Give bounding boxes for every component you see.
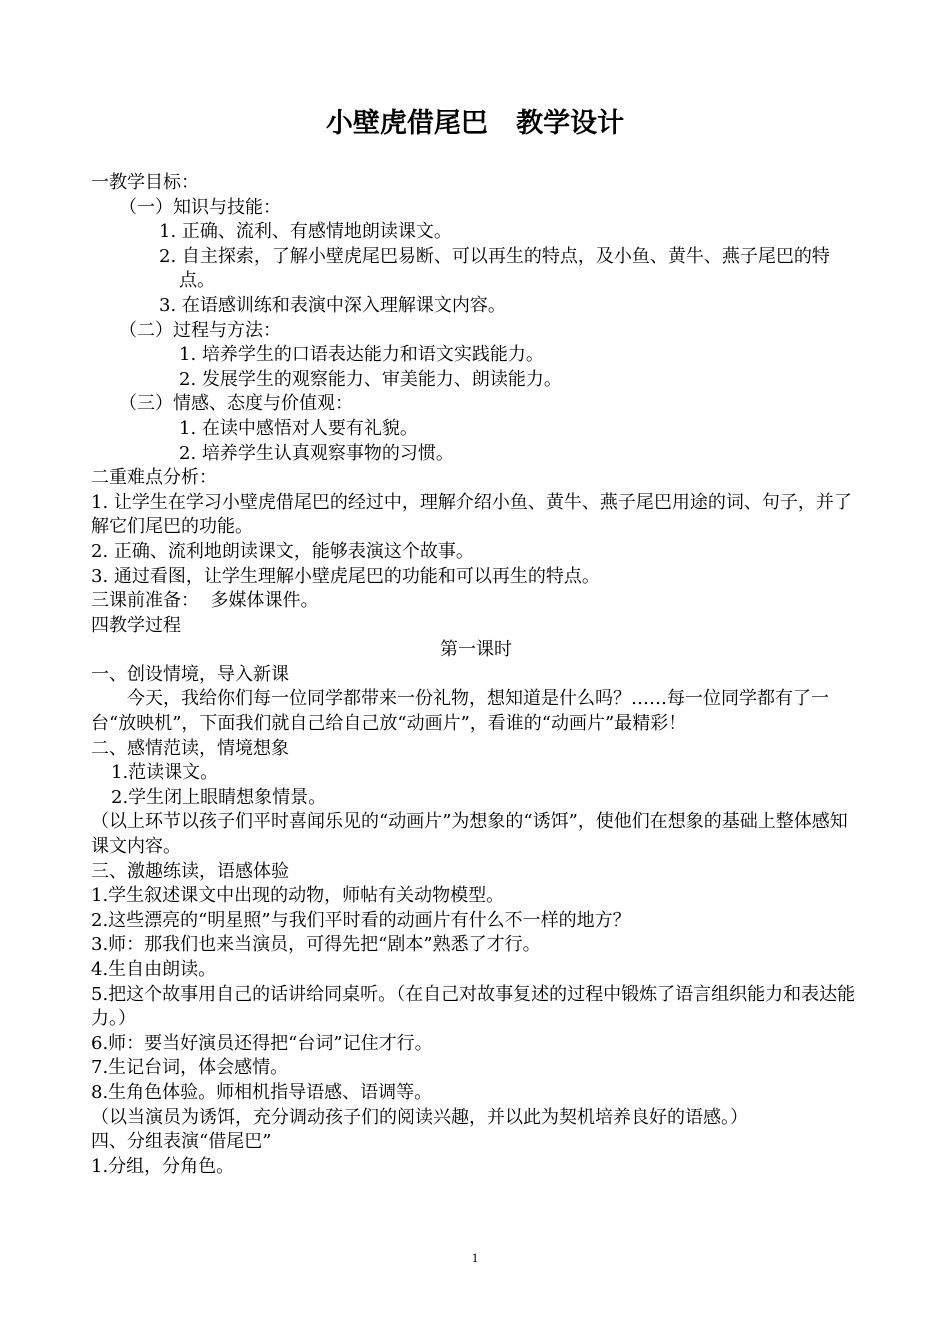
section-heading: 二重难点分析： xyxy=(91,467,217,489)
list-item: 3. 在语感训练和表演中深入理解课文内容。 xyxy=(159,294,506,316)
subsection-heading: （二）过程与方法： xyxy=(119,319,281,341)
list-item: 1.学生叙述课文中出现的动物，师帖有关动物模型。 xyxy=(91,885,505,907)
step-heading: 一、创设情境，导入新课 xyxy=(91,663,289,685)
list-item: 3.师：那我们也来当演员，可得先把“剧本”熟悉了才行。 xyxy=(91,934,541,956)
list-item: 8.生角色体验。师相机指导语感、语调等。 xyxy=(91,1081,433,1103)
list-item: 2. 自主探索，了解小壁虎尾巴易断、可以再生的特点，及小鱼、黄牛、燕子尾巴的特点。 xyxy=(159,245,830,292)
list-item: 2.这些漂亮的“明星照”与我们平时看的动画片有什么不一样的地方？ xyxy=(91,909,631,931)
paragraph: 今天，我给你们每一位同学都带来一份礼物，想知道是什么吗？……每一位同学都有了一台“放映机”，下面我们就自己给自己放“动画片”，看谁的“动画片”最精彩！ xyxy=(91,688,829,735)
list-item: 4.生自由朗读。 xyxy=(91,959,217,980)
document-body xyxy=(91,171,861,1179)
list-item: 1. 在读中感悟对人要有礼貌。 xyxy=(179,417,418,439)
page-number: 1 xyxy=(471,1250,479,1265)
note-paragraph: （以上环节以孩子们平时喜闻乐见的“动画片”为想象的“诱饵”，使他们在想象的基础上整体感知课文内容。 xyxy=(91,811,848,858)
list-item: 6.师：要当好演员还得把“台词”记住才行。 xyxy=(91,1032,433,1054)
list-item: 1. 让学生在学习小壁虎借尾巴的经过中，理解介绍小鱼、黄牛、燕子尾巴用途的词、句子，并了解它们尾巴的功能。 xyxy=(91,491,852,538)
note-paragraph: （以当演员为诱饵，充分调动孩子们的阅读兴趣，并以此为契机培养良好的语感。） xyxy=(91,1106,748,1128)
list-item: 5.把这个故事用自己的话讲给同桌听。（在自己对故事复述的过程中锻炼了语言组织能力和表达能力。） xyxy=(91,983,856,1030)
list-item: 1.范读课文。 xyxy=(111,762,219,784)
section-heading: 四教学过程 xyxy=(91,614,181,636)
list-item: 7.生记台词，体会感情。 xyxy=(91,1057,289,1079)
list-item: 1. 培养学生的口语表达能力和语文实践能力。 xyxy=(179,344,544,366)
list-item: 2.学生闭上眼睛想象情景。 xyxy=(111,786,327,808)
list-item: 2. 培养学生认真观察事物的习惯。 xyxy=(179,442,454,464)
step-heading: 四、分组表演“借尾巴” xyxy=(91,1131,272,1153)
step-heading: 二、感情范读，情境想象 xyxy=(91,737,289,759)
subsection-heading: （三）情感、态度与价值观： xyxy=(119,393,353,415)
subsection-heading: （一）知识与技能： xyxy=(119,196,281,218)
list-item: 2. 正确、流利地朗读课文，能够表演这个故事。 xyxy=(91,540,474,562)
step-heading: 三、激趣练读，语感体验 xyxy=(91,860,289,882)
list-item: 1. 正确、流利、有感情地朗读课文。 xyxy=(159,221,452,243)
lesson-heading: 第一课时 xyxy=(440,639,512,661)
section-heading: 三课前准备： 多媒体课件。 xyxy=(91,590,319,612)
document-title: 小壁虎借尾巴 教学设计 xyxy=(325,108,625,139)
list-item: 2. 发展学生的观察能力、审美能力、朗读能力。 xyxy=(179,368,562,390)
list-item: 3. 通过看图，让学生理解小壁虎尾巴的功能和可以再生的特点。 xyxy=(91,565,600,587)
list-item: 1.分组，分角色。 xyxy=(91,1155,235,1177)
section-heading: 一教学目标： xyxy=(91,172,199,193)
